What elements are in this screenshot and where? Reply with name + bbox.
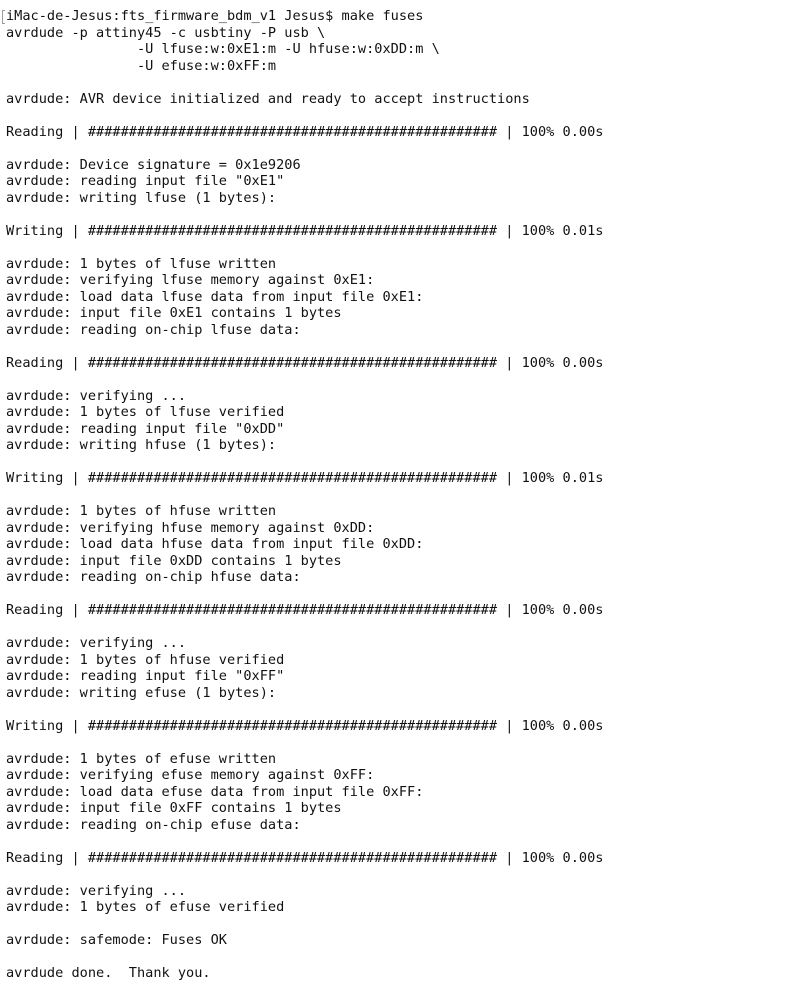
terminal-line: avrdude: input file 0xFF contains 1 bytes — [6, 800, 342, 816]
terminal-line: avrdude: writing hfuse (1 bytes): — [6, 437, 277, 453]
terminal-line: avrdude: input file 0xE1 contains 1 bytes — [6, 305, 342, 321]
terminal-line: avrdude: input file 0xDD contains 1 bytes — [6, 552, 342, 569]
terminal-line: avrdude: verifying ... — [6, 882, 187, 899]
terminal-line — [6, 206, 603, 223]
terminal-line: avrdude: load data efuse data from input file 0xFF: — [6, 783, 424, 800]
terminal-line: avrdude: verifying efuse memory against 0xFF: — [6, 767, 375, 783]
terminal-line: Writing | ################################################## | 100% 0.01s — [6, 222, 604, 239]
text-cursor-marker — [2, 10, 5, 24]
terminal-line: avrdude: reading input file "0xE1" — [6, 173, 285, 189]
terminal-line: Reading | ################################################## | 100% 0.00s — [6, 123, 604, 140]
terminal-line: avrdude: reading on-chip efuse data: — [6, 816, 301, 833]
terminal-line: avrdude: 1 bytes of hfuse written — [6, 503, 277, 519]
terminal-line: avrdude: verifying ... — [6, 635, 187, 651]
terminal-line — [6, 338, 603, 355]
terminal-line: avrdude: Device signature = 0x1e9206 — [6, 156, 301, 173]
terminal-line — [6, 619, 603, 636]
terminal-line: avrdude: 1 bytes of lfuse verified — [6, 404, 285, 420]
terminal-line: iMac-de-Jesus:fts_firmware_bdm_v1 Jesus$ make fuses — [6, 8, 424, 24]
terminal-output[interactable] — [6, 8, 603, 982]
terminal-line — [6, 107, 603, 124]
terminal-line: avrdude: verifying ... — [6, 387, 187, 404]
terminal-line: avrdude: safemode: Fuses OK — [6, 932, 227, 948]
terminal-line — [6, 586, 603, 603]
terminal-line: avrdude: reading on-chip lfuse data: — [6, 321, 301, 338]
terminal-line — [6, 74, 603, 91]
terminal-line: Writing | ################################################## | 100% 0.01s — [6, 470, 604, 486]
terminal-line: Writing | ################################################## | 100% 0.00s — [6, 717, 604, 734]
terminal-line: avrdude: writing efuse (1 bytes): — [6, 684, 277, 701]
terminal-line: avrdude: reading input file "0xFF" — [6, 668, 285, 684]
terminal-line — [6, 371, 603, 388]
terminal-line: avrdude done. Thank you. — [6, 965, 211, 981]
terminal-line — [6, 454, 603, 471]
terminal-line: Reading | ################################################## | 100% 0.00s — [6, 354, 604, 371]
terminal-line — [6, 734, 603, 751]
terminal-line — [6, 701, 603, 718]
terminal-line: avrdude: load data hfuse data from input file 0xDD: — [6, 536, 424, 552]
terminal-line: avrdude: verifying lfuse memory against 0xE1: — [6, 272, 375, 288]
terminal-line: -U efuse:w:0xFF:m — [6, 57, 277, 74]
terminal-line: avrdude: 1 bytes of efuse written — [6, 750, 277, 767]
terminal-line: avrdude: 1 bytes of hfuse verified — [6, 651, 285, 668]
terminal-line: avrdude: writing lfuse (1 bytes): — [6, 189, 277, 206]
terminal-line: avrdude: 1 bytes of lfuse written — [6, 255, 277, 272]
terminal-line: avrdude: reading on-chip hfuse data: — [6, 569, 301, 585]
terminal-line — [6, 833, 603, 850]
terminal-line — [6, 140, 603, 157]
terminal-line: avrdude: load data lfuse data from input file 0xE1: — [6, 288, 424, 305]
terminal-line: avrdude -p attiny45 -c usbtiny -P usb \ — [6, 24, 326, 41]
terminal-line — [6, 949, 603, 966]
terminal-line — [6, 239, 603, 256]
terminal-line: Reading | ################################################## | 100% 0.00s — [6, 849, 604, 866]
terminal-line: Reading | ################################################## | 100% 0.00s — [6, 602, 604, 618]
terminal-line: avrdude: verifying hfuse memory against 0xDD: — [6, 519, 375, 536]
terminal-line — [6, 487, 603, 504]
terminal-line: -U lfuse:w:0xE1:m -U hfuse:w:0xDD:m \ — [6, 41, 440, 57]
terminal-line: avrdude: 1 bytes of efuse verified — [6, 899, 285, 915]
terminal-line: avrdude: AVR device initialized and ready to accept instructions — [6, 90, 530, 107]
terminal-line — [6, 866, 603, 883]
terminal-line: avrdude: reading input file "0xDD" — [6, 420, 285, 437]
terminal-line — [6, 916, 603, 933]
